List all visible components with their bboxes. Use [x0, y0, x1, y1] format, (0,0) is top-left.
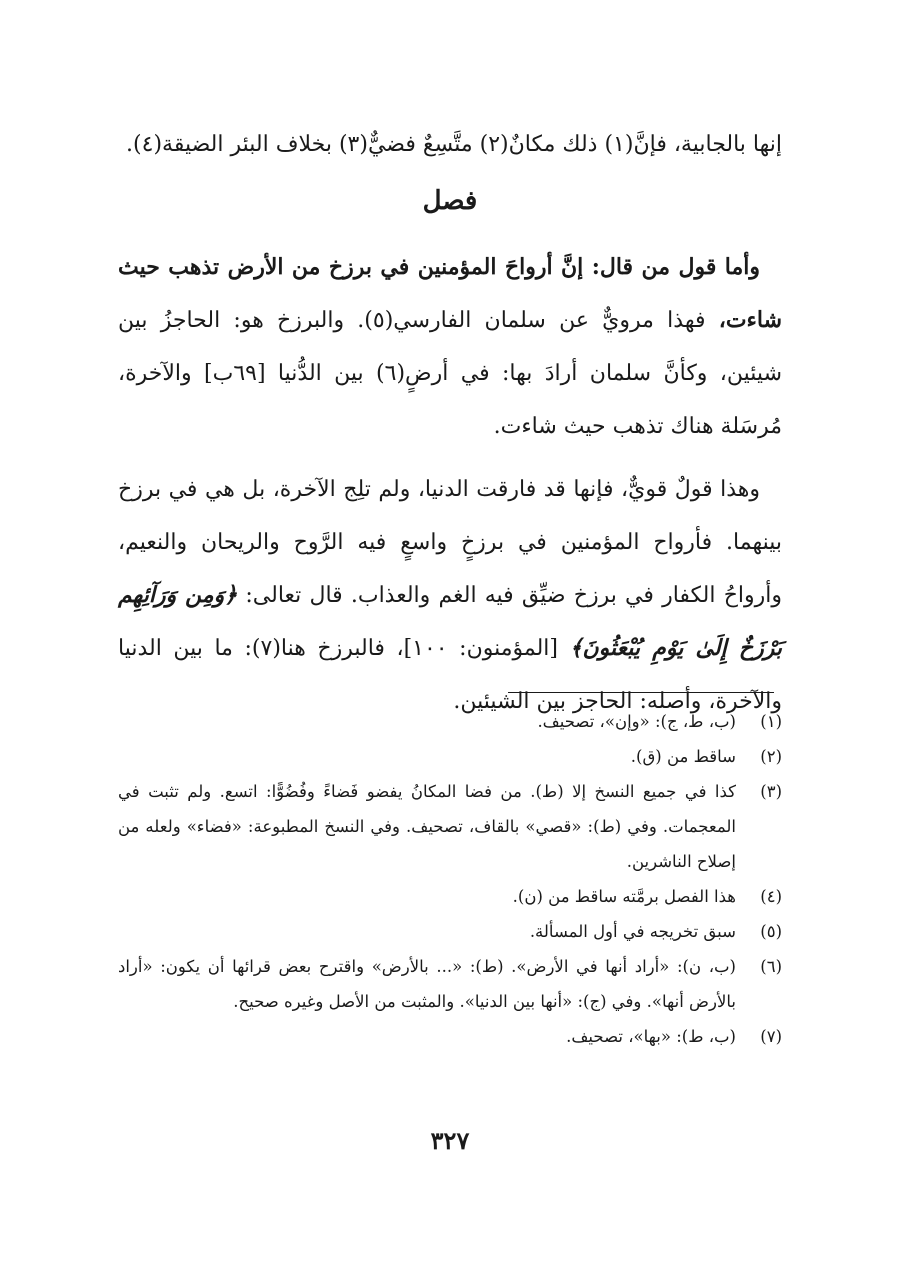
footnote-text: ساقط من (ق).: [630, 747, 736, 766]
paragraph-2-text-after: [المؤمنون: ١٠٠]، فالبرزخ هنا(٧): ما بين الدنيا والآخرة، وأصله: الحاجز بين الشيئين.: [118, 636, 782, 714]
footnote: [118, 774, 782, 879]
paragraph-2-text-before: وهذا قولٌ قويٌّ، فإنها قد فارقت الدنيا، ولم تلِج الآخرة، بل هي في برزخ بينهما. فأرواح المؤمنين في برزخٍ واسعٍ فيه الرَّوح والريحان والنعيم، وأرواحُ الكفار في برزخ ضيِّق فيه الغم والعذاب. قال تعالى:: [118, 477, 782, 608]
footnotes: [118, 704, 782, 1054]
footnote-number: (٤): [760, 887, 782, 906]
section-heading: فصل: [422, 186, 478, 216]
footnote-text: هذا الفصل برمَّته ساقط من (ن).: [512, 887, 736, 906]
footnote-text: (ب، ط): «بها»، تصحيف.: [566, 1027, 736, 1046]
footnote-number: (٣): [760, 782, 782, 801]
footnote-number: (٦): [760, 957, 782, 976]
footnote-text: كذا في جميع النسخ إلا (ط). من فضا المكانُ يفضو فَضاءً وفُضُوًّا: اتسع. ولم تثبت في المعجمات. وفي (ط): «قصي» بالقاف، تصحيف. وفي النسخ المطبوعة: «فضاء» ولعله من إصلاح الناشرين.: [118, 782, 736, 871]
footnote: [118, 704, 782, 739]
footnote-number: (١): [760, 712, 782, 731]
footnote: [118, 1019, 782, 1054]
page-number: ٣٢٧: [430, 1126, 470, 1155]
footnote: [118, 949, 782, 1019]
footnote: [118, 914, 782, 949]
footnote-separator: [508, 692, 774, 693]
quran-verse: ﴿وَمِن وَرَآئِهِم بَرْزَخٌ إِلَىٰ يَوْمِ يُبْعَثُونَ﴾: [118, 582, 782, 661]
footnote-number: (٧): [760, 1027, 782, 1046]
footnote-text: (ب، ط، ج): «وإن»، تصحيف.: [537, 712, 736, 731]
footnote: [118, 879, 782, 914]
footnote-number: (٢): [760, 747, 782, 766]
footnote-text: (ب، ن): «أراد أنها في الأرض». (ط): «... بالأرض» واقترح بعض قرائها أن يكون: «أراد بالأرض أنها». وفي (ج): «أنها بين الدنيا». والمثبت من الأصل وغيره صحيح.: [118, 957, 736, 1011]
paragraph-2: [118, 463, 782, 728]
paragraph-1-bold-lead: وأما قول من قال: إنَّ أرواحَ المؤمنين في برزخ من الأرض تذهب حيث شاءت،: [118, 254, 783, 333]
main-text: [118, 118, 782, 728]
paragraph-1: [118, 241, 782, 453]
footnote-text: سبق تخريجه في أول المسألة.: [529, 922, 736, 941]
paragraph-1-text: فهذا مرويٌّ عن سلمان الفارسي(٥). والبرزخ هو: الحاجزُ بين شيئين، وكأنَّ سلمان أرادَ بها: في أرضٍ(٦) بين الدُّنيا [٦٩ب] والآخرة، مُرسَلة هناك تذهب حيث شاءت.: [118, 308, 782, 439]
continuation-line: إنها بالجابية، فإنَّ(١) ذلك مكانٌ(٢) متَّسِعٌ فضيٌّ(٣) بخلاف البئر الضيقة(٤).: [126, 132, 782, 157]
footnote-number: (٥): [760, 922, 782, 941]
footnote: [118, 739, 782, 774]
